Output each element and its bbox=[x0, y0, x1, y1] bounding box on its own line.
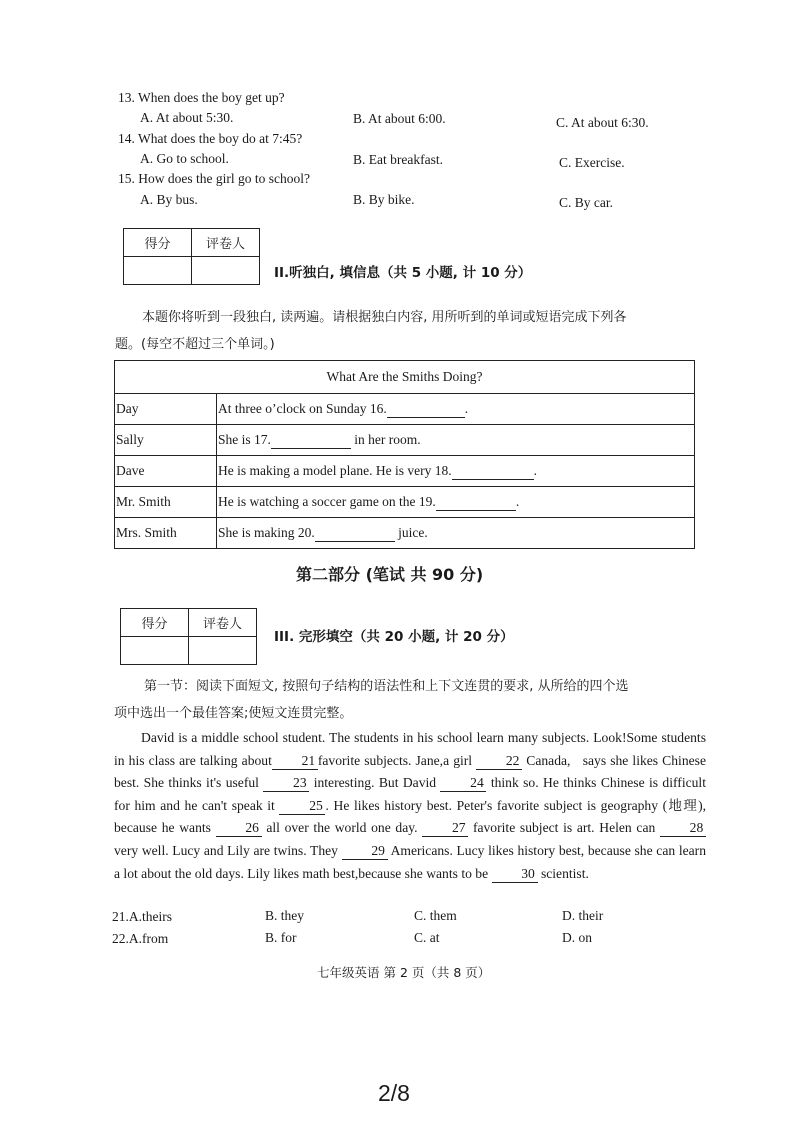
score-label: 得分 bbox=[124, 229, 192, 257]
row-label-sally: Sally bbox=[115, 425, 217, 456]
answer-blank-18[interactable] bbox=[452, 463, 534, 480]
row-label-day: Day bbox=[115, 394, 217, 425]
option-21-d: D. their bbox=[562, 908, 604, 923]
answer-blank-19[interactable] bbox=[436, 494, 516, 511]
cloze-blank-29[interactable]: 29 bbox=[342, 843, 388, 860]
row-value-mr-smith: He is watching a soccer game on the 19. . bbox=[217, 487, 695, 518]
question-14-option-a: A. Go to school. bbox=[140, 151, 229, 166]
part-2-title: 第二部分 (笔试 共 90 分) bbox=[296, 565, 484, 584]
option-21-b: B. they bbox=[265, 908, 304, 923]
grader-field[interactable] bbox=[192, 257, 260, 285]
section-2-instruction-line1: 本题你将听到一段独白, 读两遍。请根据独白内容, 用所听到的单词或短语完成下列各 bbox=[142, 310, 627, 325]
row-value-mrs-smith: She is making 20. juice. bbox=[217, 518, 695, 549]
table-row bbox=[115, 456, 695, 487]
answer-blank-16[interactable] bbox=[387, 401, 465, 418]
page-number: 2/8 bbox=[378, 1080, 410, 1106]
question-15: 15. How does the girl go to school? bbox=[118, 171, 310, 186]
cloze-blank-21[interactable]: 21 bbox=[272, 753, 318, 770]
question-13-option-a: A. At about 5:30. bbox=[140, 110, 234, 125]
row-label-dave: Dave bbox=[115, 456, 217, 487]
cloze-blank-28[interactable]: 28 bbox=[660, 820, 706, 837]
cloze-blank-24[interactable]: 24 bbox=[440, 775, 486, 792]
grader-field[interactable] bbox=[189, 637, 257, 665]
table-row bbox=[115, 425, 695, 456]
score-label: 得分 bbox=[121, 609, 189, 637]
option-22-d: D. on bbox=[562, 930, 592, 945]
option-22-c: C. at bbox=[414, 930, 440, 945]
option-22-b: B. for bbox=[265, 930, 297, 945]
section-2-title: II.听独白, 填信息（共 5 小题, 计 10 分） bbox=[274, 265, 532, 281]
row-value-sally: She is 17. in her room. bbox=[217, 425, 695, 456]
cloze-blank-27[interactable]: 27 bbox=[422, 820, 468, 837]
grader-label: 评卷人 bbox=[192, 229, 260, 257]
section-3-title: III. 完形填空（共 20 小题, 计 20 分） bbox=[274, 629, 514, 645]
cloze-blank-22[interactable]: 22 bbox=[476, 753, 522, 770]
score-field[interactable] bbox=[121, 637, 189, 665]
question-15-option-a: A. By bus. bbox=[140, 192, 198, 207]
grader-label: 评卷人 bbox=[189, 609, 257, 637]
question-13: 13. When does the boy get up? bbox=[118, 90, 285, 105]
question-14-option-c: C. Exercise. bbox=[559, 155, 625, 170]
table-row bbox=[115, 394, 695, 425]
option-22-a: 22.A.from bbox=[112, 931, 169, 946]
page-footer: 七年级英语 第 2 页（共 8 页） bbox=[317, 965, 491, 980]
question-13-option-b: B. At about 6:00. bbox=[353, 111, 446, 126]
score-box-section-3 bbox=[120, 608, 257, 665]
row-value-day: At three o’clock on Sunday 16. . bbox=[217, 394, 695, 425]
table-row bbox=[115, 518, 695, 549]
cloze-blank-25[interactable]: 25 bbox=[279, 798, 325, 815]
question-14-option-b: B. Eat breakfast. bbox=[353, 152, 443, 167]
cloze-blank-23[interactable]: 23 bbox=[263, 775, 309, 792]
cloze-passage: David is a middle school student. The students in his school learn many subjects. Look!Some students in his class are talking about 21 favorite subjects. Jane,a girl 22 Canada, says she likes Chinese best. She thinks it's useful 23 interesting. But David 24 think so. He thinks Chinese is difficult for him and he can't speak it 25 . He likes history best. Peter's favorite subject is geography (地理), because he wants 26 all over the world one day. 27 favorite subject is art. Helen can 28 very well. Lucy and Lily are twins. They 29 Americans. Lucy likes history best, because she can learn a lot about the old days. Lily likes math best,because she wants to be 30 scientist. bbox=[114, 730, 710, 881]
question-15-option-c: C. By car. bbox=[559, 195, 613, 210]
table-row bbox=[115, 487, 695, 518]
section-3-instruction-line1: 第一节：阅读下面短文, 按照句子结构的语法性和上下文连贯的要求, 从所给的四个选 bbox=[144, 679, 629, 694]
row-value-dave: He is making a model plane. He is very 18. . bbox=[217, 456, 695, 487]
smiths-table bbox=[114, 360, 695, 549]
row-label-mrs-smith: Mrs. Smith bbox=[115, 518, 217, 549]
option-21-c: C. them bbox=[414, 908, 457, 923]
score-box-section-2 bbox=[123, 228, 260, 285]
section-2-instruction-line2: 题。(每空不超过三个单词。) bbox=[115, 337, 275, 352]
option-21-a: 21.A.theirs bbox=[112, 909, 172, 924]
cloze-blank-26[interactable]: 26 bbox=[216, 820, 262, 837]
question-14: 14. What does the boy do at 7:45? bbox=[118, 131, 303, 146]
answer-blank-20[interactable] bbox=[315, 525, 395, 542]
row-label-mr-smith: Mr. Smith bbox=[115, 487, 217, 518]
table-title: What Are the Smiths Doing? bbox=[115, 361, 695, 394]
answer-blank-17[interactable] bbox=[271, 432, 351, 449]
score-field[interactable] bbox=[124, 257, 192, 285]
question-13-option-c: C. At about 6:30. bbox=[556, 115, 649, 130]
question-15-option-b: B. By bike. bbox=[353, 192, 415, 207]
cloze-blank-30[interactable]: 30 bbox=[492, 866, 538, 883]
section-3-instruction-line2: 项中选出一个最佳答案;使短文连贯完整。 bbox=[114, 706, 353, 721]
